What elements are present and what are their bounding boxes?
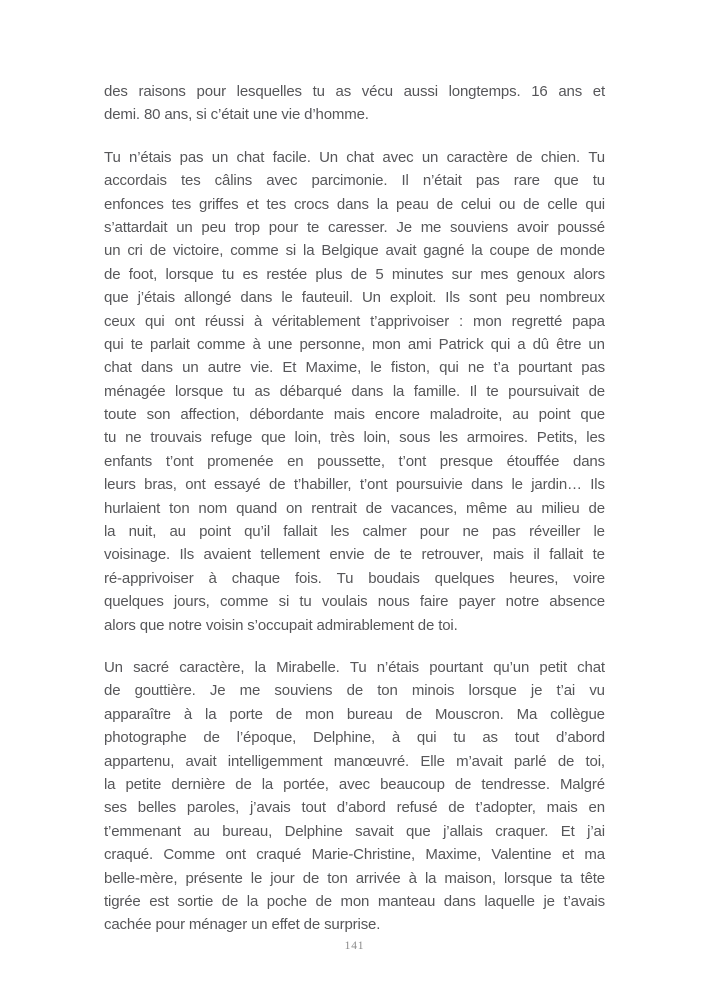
text-line: enfonces tes griffes et tes crocs dans la peau de celui ou de celle qui (104, 195, 605, 213)
text-line: Un sacré caractère, la Mirabelle. Tu n’étais pourtant qu’un petit chat (104, 658, 605, 676)
text-line: chat dans un autre vie. Et Maxime, le fiston, qui ne t’a pourtant pas (104, 359, 605, 377)
text-line: toute son affection, débordante mais encore maladroite, au point que (104, 406, 605, 424)
paragraph (104, 146, 605, 637)
page-number: 141 (344, 940, 365, 952)
text-line: demi. 80 ans, si c’était une vie d’homme. (104, 106, 369, 124)
text-line: hurlaient ton nom quand on rentrait de vacances, même au milieu de (104, 499, 605, 517)
paragraph (104, 80, 605, 127)
text-line: ses belles paroles, j’avais tout d’abord refusé de t’adopter, mais en (104, 799, 605, 817)
text-line: de gouttière. Je me souviens de ton minois lorsque je t’ai vu (104, 682, 605, 700)
text-line: voisinage. Ils avaient tellement envie de te retrouver, mais il fallait te (104, 546, 605, 564)
text-line: ré-apprivoiser à chaque fois. Tu boudais quelques heures, voire (104, 569, 605, 587)
text-line: s’attardait un peu trop pour te caresser. Je me souviens avoir poussé (104, 218, 605, 236)
text-line: cachée pour ménager un effet de surprise. (104, 916, 381, 934)
text-line: un cri de victoire, comme si la Belgique avait gagné la coupe de monde (104, 242, 605, 260)
text-line: que j’étais allongé dans le fauteuil. Un exploit. Ils sont peu nombreux (104, 289, 605, 307)
text-line: ménagée lorsque tu as débarqué dans la famille. Il te poursuivait de (104, 382, 605, 400)
paragraph (104, 656, 605, 937)
text-line: ceux qui ont réussi à véritablement t’apprivoiser : mon regretté papa (104, 312, 605, 330)
text-line: enfants t’ont promenée en poussette, t’ont presque étouffée dans (104, 452, 605, 470)
text-line: des raisons pour lesquelles tu as vécu aussi longtemps. 16 ans et (104, 83, 605, 100)
text-line: la nuit, au point qu’il fallait les calmer pour ne pas réveiller le (104, 523, 605, 541)
text-line: la petite dernière de la portée, avec beaucoup de tendresse. Malgré (104, 775, 605, 793)
text-line: leurs bras, ont essayé de t’habiller, t’ont poursuivie dans le jardin… Ils (104, 476, 605, 494)
text-line: alors que notre voisin s’occupait admirablement de toi. (104, 616, 458, 634)
text-line: qui te parlait comme à une personne, mon ami Patrick qui a dû être un (104, 335, 605, 353)
text-line: t’emmenant au bureau, Delphine savait que j’allais craquer. Et j’ai (104, 822, 605, 840)
text-line: photographe de l’époque, Delphine, à qui tu as tout d’abord (104, 729, 605, 747)
text-line: tu ne trouvais refuge que loin, très loin, sous les armoires. Petits, les (104, 429, 605, 447)
text-line: belle-mère, présente le jour de ton arrivée à la maison, lorsque ta tête (104, 869, 605, 887)
text-line: appartenu, avait intelligemment manœuvré. Elle m’avait parlé de toi, (104, 752, 605, 770)
text-line: de foot, lorsque tu es restée plus de 5 minutes sur mes genoux alors (104, 265, 605, 283)
text-line: craqué. Comme ont craqué Marie-Christine, Maxime, Valentine et ma (104, 846, 605, 864)
text-line: quelques jours, comme si tu voulais nous faire payer notre absence (104, 593, 605, 611)
text-line: Tu n’étais pas un chat facile. Un chat avec un caractère de chien. Tu (104, 148, 605, 166)
body-text (104, 80, 605, 937)
text-line: tigrée est sortie de la poche de mon manteau dans laquelle je t’avais (104, 892, 605, 910)
text-line: apparaître à la porte de mon bureau de Mouscron. Ma collègue (104, 705, 605, 723)
text-line: accordais tes câlins avec parcimonie. Il n’était pas rare que tu (104, 172, 605, 190)
